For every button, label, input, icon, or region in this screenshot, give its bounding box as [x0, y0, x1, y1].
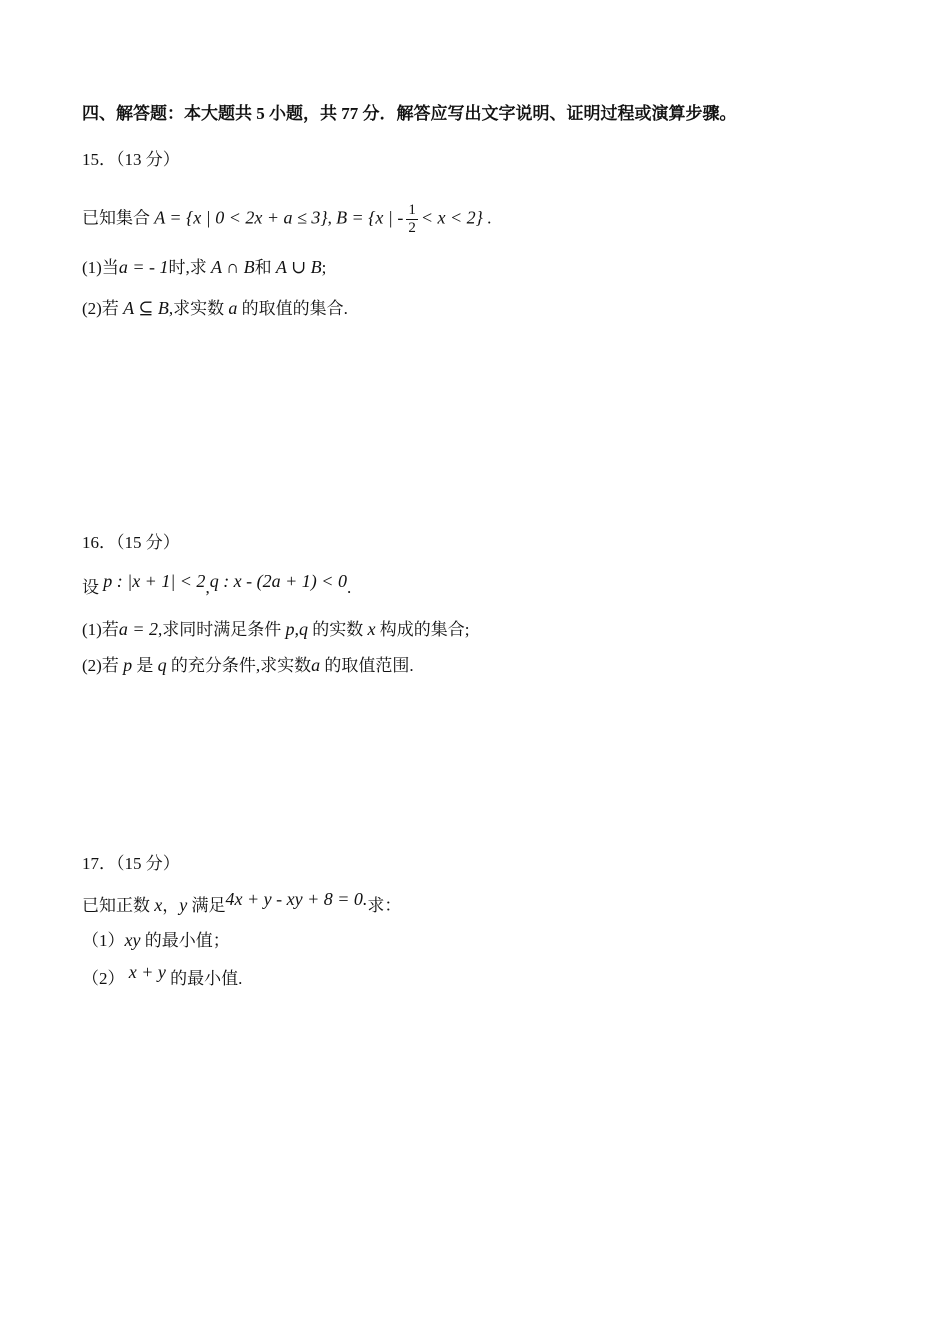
q16-part2-q: q	[157, 655, 167, 675]
q16-part1-mid2: 的实数	[312, 620, 364, 639]
q15-period: .	[487, 208, 492, 228]
q15-frac-den: 2	[408, 220, 416, 236]
q17-stem	[82, 889, 402, 918]
q16-part1-prefix: (1)若	[82, 620, 119, 639]
q16-stem-prefix: 设	[82, 578, 99, 597]
q15-part1	[82, 255, 326, 280]
q16-part1-x: x	[367, 619, 376, 639]
q17-var-y: y	[179, 895, 188, 915]
q15-part1-prefix: (1)当	[82, 258, 119, 277]
q16-period: .	[346, 578, 352, 597]
q17-sep: ，	[162, 896, 180, 915]
q17-number	[82, 852, 180, 876]
q15-set-a: A = {x | 0 < 2x + a ≤ 3}	[154, 207, 328, 228]
q15-number	[82, 148, 180, 172]
section-heading	[82, 102, 737, 126]
q16-part2-var: a	[311, 655, 321, 675]
q15-part2-mid: ,求实数	[168, 299, 225, 318]
q17-stem-mid: 满足	[191, 896, 226, 915]
q17-equation: 4x + y - xy + 8 = 0.	[225, 889, 368, 909]
q16-part2-prefix: (2)若	[82, 656, 119, 675]
q15-part1-expr1: A ∩ B	[210, 257, 255, 277]
q16-number	[82, 531, 180, 555]
q15-fraction	[406, 202, 418, 237]
q16-part2-mid2: 的充分条件,求实数	[170, 656, 312, 675]
q16-part1-vars: p,q	[285, 619, 308, 639]
q16-part2-end: 的取值范围.	[324, 656, 414, 675]
q15-part2-var: a	[228, 298, 238, 318]
section-heading-text: 四、解答题：本大题共 5 小题，共 77 分．解答应写出文字说明、证明过程或演算步骤。	[82, 104, 737, 123]
q15-set-b-head: B = {x | -	[336, 207, 404, 228]
q17-part1-label: （1）	[82, 931, 125, 950]
q17-part2-expr: x + y	[128, 962, 166, 982]
q17-stem-end: 求：	[367, 896, 402, 915]
q17-var-x: x	[154, 895, 163, 915]
q15-part1-expr2: A ∪ B	[275, 257, 322, 277]
q15-part2	[82, 296, 348, 321]
q17-stem-prefix: 已知正数	[82, 896, 150, 915]
q15-stem	[82, 202, 491, 237]
q15-frac-num: 1	[408, 202, 416, 218]
q15-part1-cond: a = - 1	[118, 257, 169, 277]
q15-stem-prefix: 已知集合	[82, 208, 150, 228]
q17-part1-expr: xy	[124, 930, 141, 950]
q15-comma: ,	[327, 208, 332, 228]
q17-part2-label: （2）	[82, 969, 125, 988]
q16-part1-end: 构成的集合;	[379, 620, 470, 639]
q15-number-text: 15．（13 分）	[82, 150, 180, 169]
q15-part2-end: 的取值的集合.	[241, 299, 348, 318]
q16-number-text: 16．（15 分）	[82, 533, 180, 552]
q16-part2-mid: 是	[136, 656, 154, 675]
q17-number-text: 17．（15 分）	[82, 854, 180, 873]
q16-part2-p: p	[123, 655, 133, 675]
q17-part1	[82, 928, 230, 953]
q15-part2-prefix: (2)若	[82, 299, 119, 318]
q17-part1-end: 的最小值；	[144, 931, 230, 950]
q16-p-expr: p : |x + 1| < 2	[103, 571, 206, 591]
q16-part2	[82, 653, 414, 678]
q16-stem	[82, 571, 352, 600]
q17-part2	[82, 962, 243, 991]
q16-q-expr: q : x - (2a + 1) < 0	[209, 571, 347, 591]
q15-set-b-tail: < x < 2}	[420, 207, 483, 228]
q17-part2-end: 的最小值.	[170, 969, 243, 988]
q15-part1-mid: 时,求	[168, 258, 207, 277]
q16-part1-mid: ,求同时满足条件	[157, 620, 282, 639]
q16-comma: ,	[205, 578, 210, 597]
q16-part1-cond: a = 2	[118, 619, 158, 639]
q15-part2-cond: A ⊆ B	[123, 298, 169, 318]
q16-part1	[82, 617, 469, 642]
q15-part1-end: ;	[321, 258, 327, 277]
q15-part1-and: 和	[254, 258, 272, 277]
